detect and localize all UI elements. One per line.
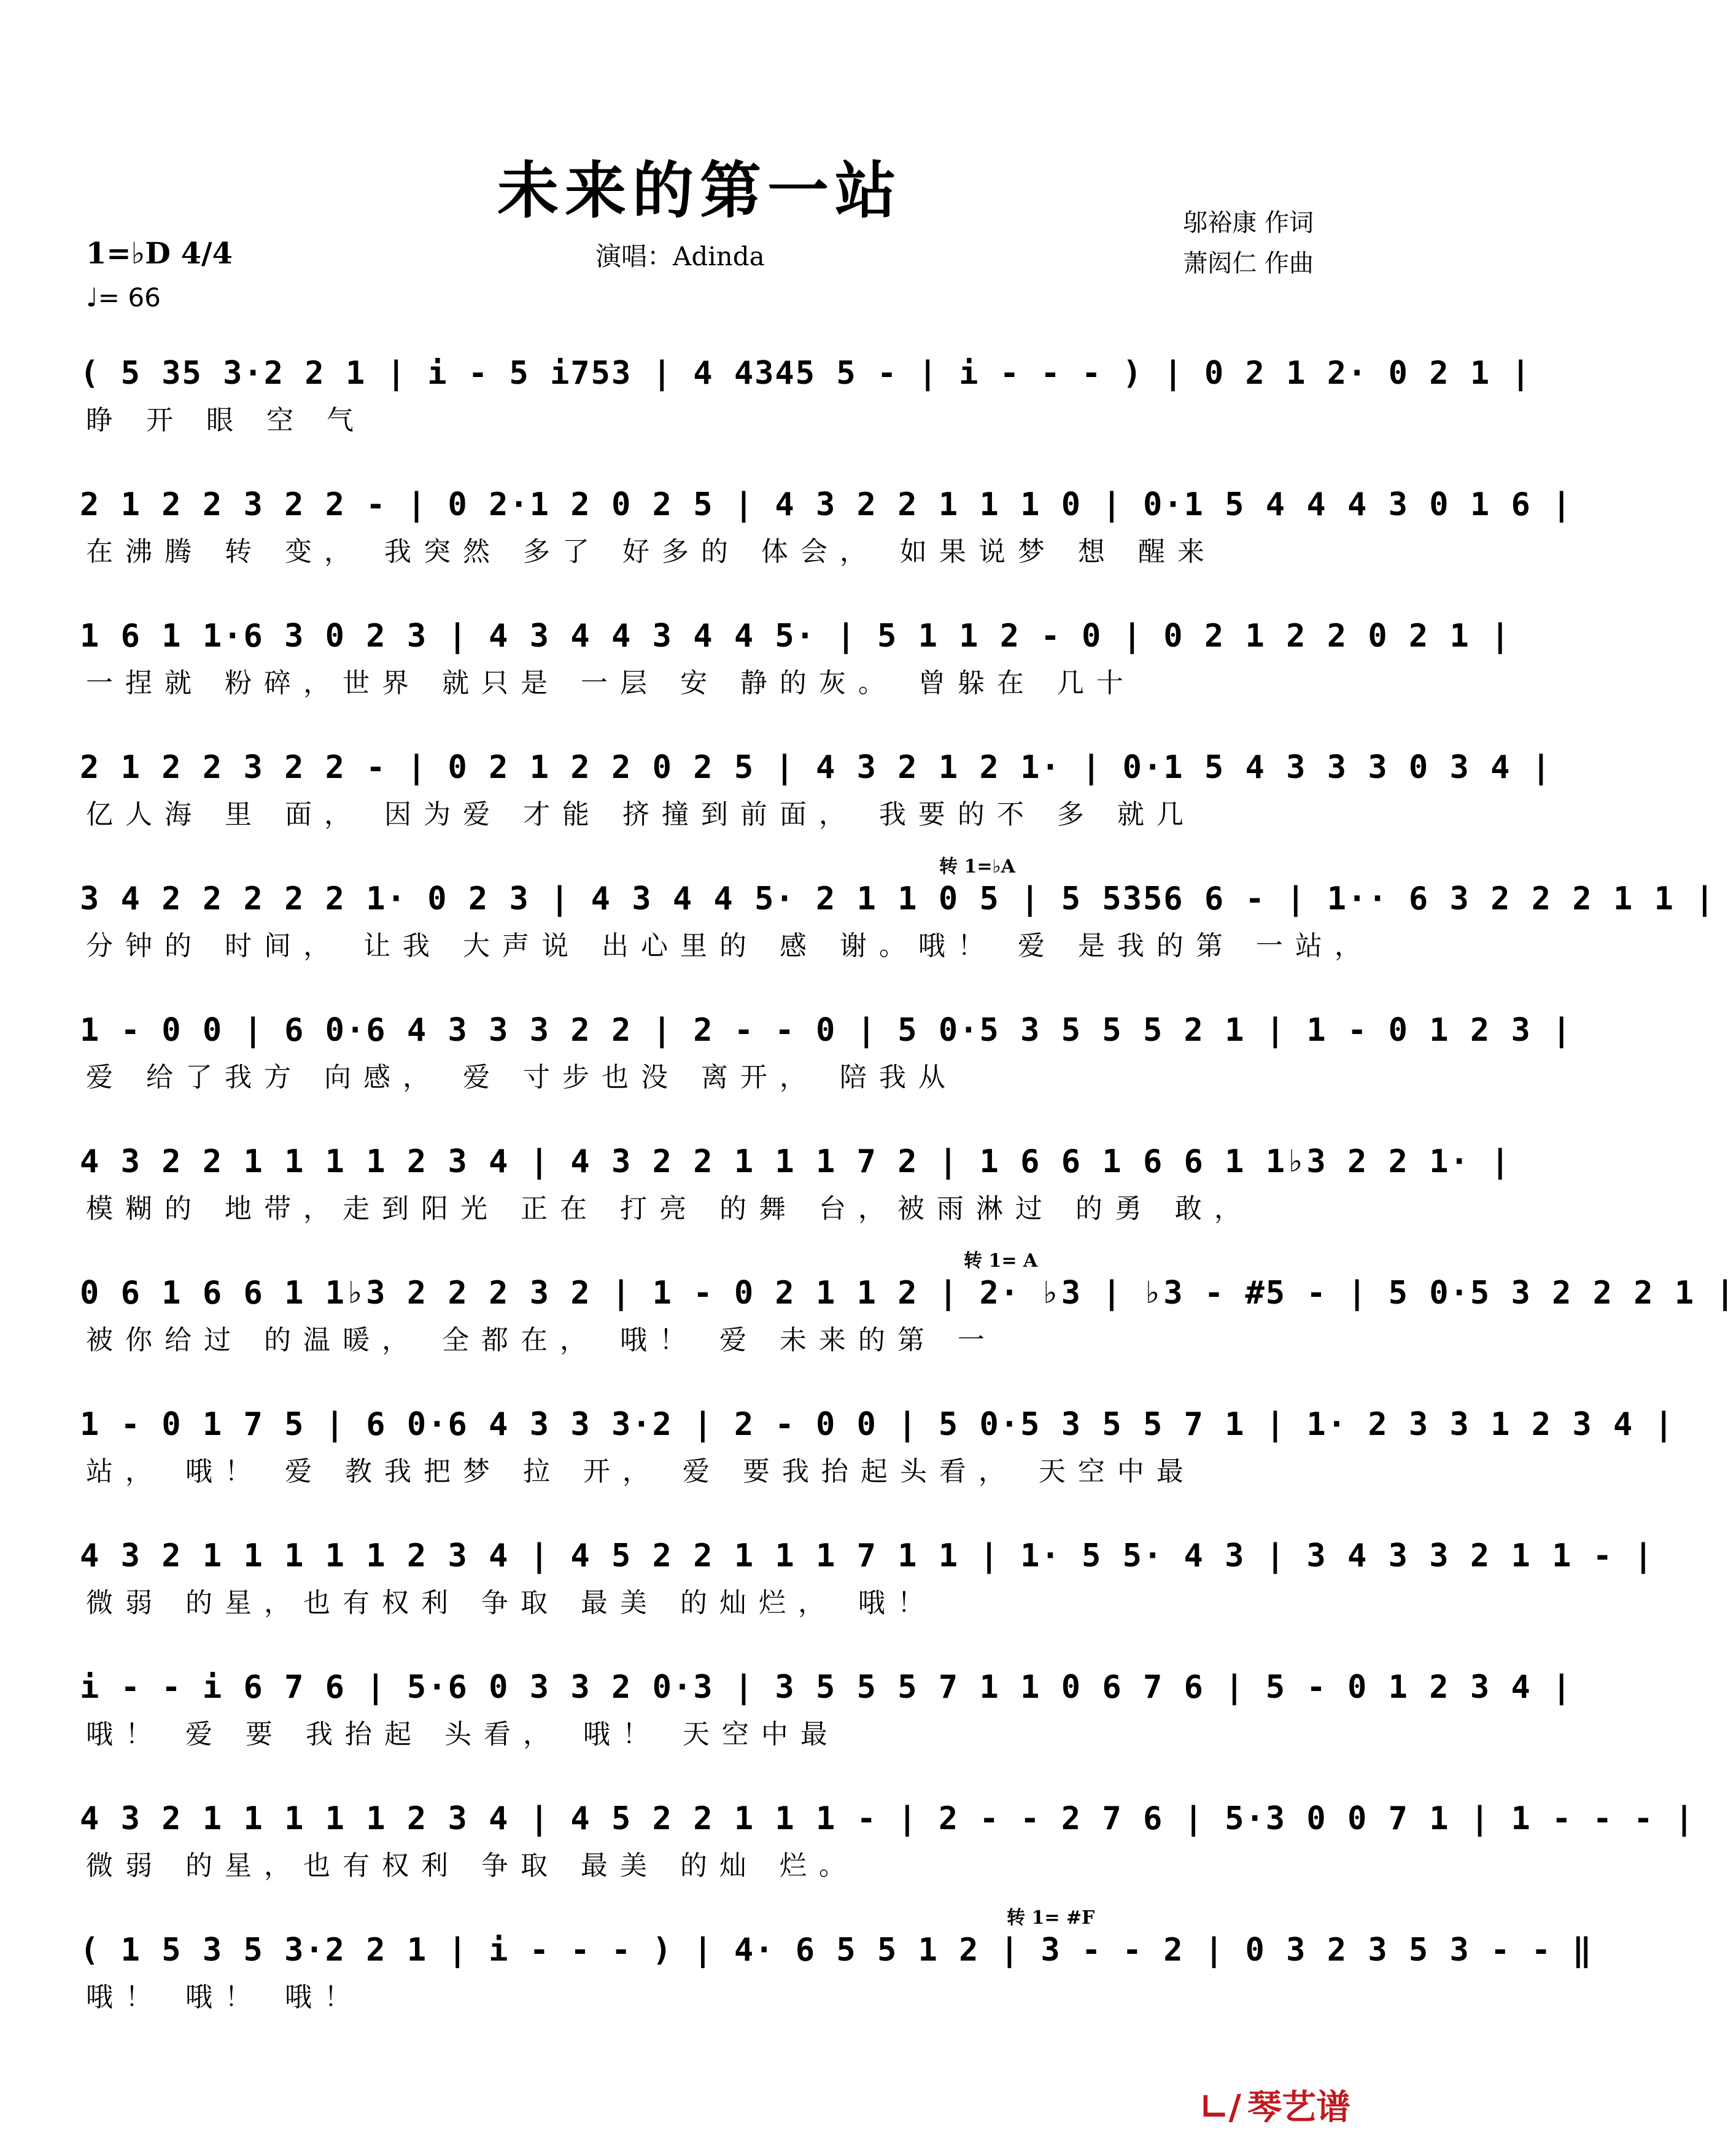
lyrics-line: 分钟的 时间， 让我 大声说 出心里的 感 谢。哦！ 爱 是我的第 一站， xyxy=(86,930,1374,962)
lyrics-line: 被你给过 的温暖， 全都在， 哦！ 爱 未来的第 一 xyxy=(86,1324,997,1356)
notation-line: 0 6 1 6 6 1 1♭3 2 2 2 3 2 | 1 - 0 2 1 1 2 | 2· ♭3 | ♭3 - #5 - | 5 0·5 3 2 2 2 1 | xyxy=(80,1275,1736,1312)
notation-line: 1 6 1 1·6 3 0 2 3 | 4 3 4 4 3 4 4 5· | 5 1 1 2 - 0 | 0 2 1 2 2 0 2 1 | xyxy=(80,618,1511,655)
score-system xyxy=(80,594,1511,726)
score-system xyxy=(80,1514,1654,1646)
score-system xyxy=(80,463,1573,594)
lyrics-line: 模糊的 地带，走到阳光 正在 打亮 的舞 台，被雨淋过 的勇 敢， xyxy=(86,1193,1254,1224)
lyrics-line: 微弱 的星，也有权利 争取 最美 的灿 烂。 xyxy=(86,1850,858,1881)
score-system xyxy=(80,1383,1675,1514)
score-system xyxy=(80,1907,1593,2040)
notation-line: 1 - 0 0 | 6 0·6 4 3 3 3 2 2 | 2 - - 0 | 5 0·5 3 5 5 5 2 1 | 1 - 0 1 2 3 | xyxy=(80,1012,1573,1049)
composer: 萧闳仁 作曲 xyxy=(1183,249,1314,278)
lyrics-line: 在沸腾 转 变， 我突然 多了 好多的 体会， 如果说梦 想 醒来 xyxy=(86,536,1217,567)
score-system xyxy=(80,726,1552,857)
score xyxy=(80,332,1736,2040)
lyricist: 邬裕康 作词 xyxy=(1183,209,1314,237)
lyrics-line: 哦！ 哦！ 哦！ xyxy=(86,1981,363,2013)
song-title: 未来的第一站 xyxy=(497,154,902,227)
notation-line: i - - i 6 7 6 | 5·6 0 3 3 2 0·3 | 3 5 5 5 7 1 1 0 6 7 6 | 5 - 0 1 2 3 4 | xyxy=(80,1669,1573,1706)
lyrics-line: 爱 给了我方 向感， 爱 寸步也没 离开， 陪我从 xyxy=(86,1062,958,1093)
site-logo xyxy=(1200,2080,1350,2129)
lyrics-line: 站， 哦！ 爱 教我把梦 拉 开， 爱 要我抬起头看， 天空中最 xyxy=(86,1456,1196,1487)
score-system xyxy=(80,1777,1695,1908)
score-system xyxy=(80,1250,1736,1383)
lyrics-line: 一捏就 粉碎，世界 就只是 一层 安 静的灰。 曾躲在 几十 xyxy=(86,667,1136,699)
singer: 演唱：Adinda xyxy=(595,241,765,271)
logo-mark-icon: ∟∕ xyxy=(1199,2088,1241,2128)
logo-text: 琴艺谱 xyxy=(1247,2088,1350,2128)
credits xyxy=(1183,203,1314,284)
notation-line: 4 3 2 1 1 1 1 1 2 3 4 | 4 5 2 2 1 1 1 7 1 1 | 1· 5 5· 4 3 | 3 4 3 3 2 1 1 - | xyxy=(80,1538,1654,1574)
modulation-mark: 转 1= #F xyxy=(1007,1907,1095,1929)
modulation-mark: 转 1= A xyxy=(964,1250,1038,1272)
notation-line: ( 1 5 3 5 3·2 2 1 | i - - - ) | 4· 6 5 5 1 2 | 3 - - 2 | 0 3 2 3 5 3 - - ‖ xyxy=(80,1932,1593,1969)
lyrics-line: 微弱 的星，也有权利 争取 最美 的灿烂， 哦！ xyxy=(86,1587,937,1619)
modulation-mark: 转 1=♭A xyxy=(939,856,1015,877)
notation-line: 4 3 2 1 1 1 1 1 2 3 4 | 4 5 2 2 1 1 1 - | 2 - - 2 7 6 | 5·3 0 0 7 1 | 1 - - - | xyxy=(80,1800,1695,1837)
score-system xyxy=(80,1646,1573,1777)
lyrics-line: 哦！ 爱 要 我抬起 头看， 哦！ 天空中最 xyxy=(86,1719,840,1750)
key-signature: 1=♭D 4/4 xyxy=(86,236,233,271)
score-system xyxy=(80,989,1573,1120)
notation-line: 2 1 2 2 3 2 2 - | 0 2 1 2 2 0 2 5 | 4 3 2 1 2 1· | 0·1 5 4 3 3 3 0 3 4 | xyxy=(80,749,1552,786)
score-system xyxy=(80,856,1716,989)
notation-line: 1 - 0 1 7 5 | 6 0·6 4 3 3 3·2 | 2 - 0 0 | 5 0·5 3 5 5 7 1 | 1· 2 3 3 1 2 3 4 | xyxy=(80,1406,1675,1443)
score-system xyxy=(80,1120,1511,1251)
lyrics-line: 亿人海 里 面， 因为爱 才能 挤撞到前面， 我要的不 多 就几 xyxy=(86,799,1196,830)
notation-line: 3 4 2 2 2 2 2 1· 0 2 3 | 4 3 4 4 5· 2 1 1 0 5 | 5 5356 6 - | 1·· 6 3 2 2 2 1 1 | xyxy=(80,881,1716,917)
lyrics-line: 睁 开 眼 空 气 xyxy=(86,405,366,436)
notation-line: 2 1 2 2 3 2 2 - | 0 2·1 2 0 2 5 | 4 3 2 2 1 1 1 0 | 0·1 5 4 4 4 3 0 1 6 | xyxy=(80,486,1573,523)
tempo-mark: ♩= 66 xyxy=(86,282,161,313)
notation-line: 4 3 2 2 1 1 1 1 2 3 4 | 4 3 2 2 1 1 1 7 2 | 1 6 6 1 6 6 1 1♭3 2 2 1· | xyxy=(80,1143,1511,1180)
notation-line: ( 5 35 3·2 2 1 | i - 5 i753 | 4 4345 5 - | i - - - ) | 0 2 1 2· 0 2 1 | xyxy=(80,355,1532,392)
score-system xyxy=(80,332,1532,463)
